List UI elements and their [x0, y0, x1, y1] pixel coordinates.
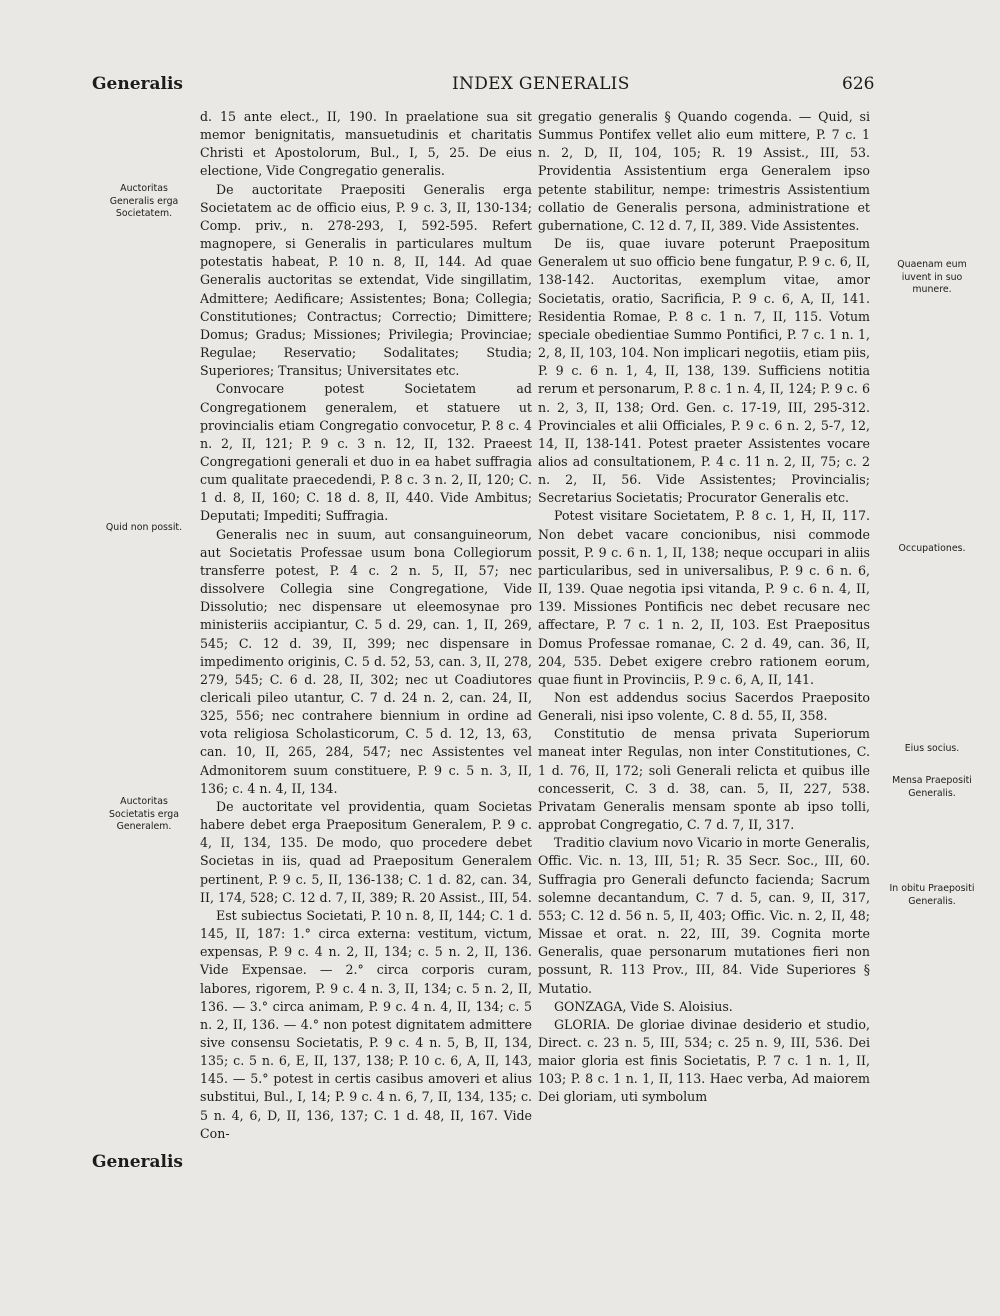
index-paragraph: Potest visitare Societatem, P. 8 c. 1, H, II, 117. Non debet vacare concionibus, nisi commode possit, P. 9 c. 6 n. 1, II, 138; neque occupari in aliis particularibus, sed in universalibus, P. 9 c. 6 n. 6, II, 139. Quae negotia ipsi vitanda, P. 9 c. 6 n. 4, II, 139. Missiones Pontificis nec debet recusare nec affectare, P. 7 c. 1 n. 2, II, 103. Est Praepositus Domus Professae romanae, C. 2 d. 49, can. 36, II, 204, 535. Debet exigere crebro rationem eorum, quae fiunt in Provinciis, P. 9 c. 6, A, II, 141. [538, 508, 870, 687]
margin-note-right: Eius socius. [904, 743, 960, 754]
margin-note-left: Quid non possit. [105, 522, 183, 533]
index-paragraph: Traditio clavium novo Vicario in morte Generalis, Offic. Vic. n. 13, III, 51; R. 35 Secr. Soc., III, 60. Suffragia pro Generali defuncto facienda; Sacrum solemne decantandum, C. 7 d. 5, can. 9, II, 317, 553; C. 12 d. 56 n. 5, II, 403; Offic. Vic. n. 2, II, 48; Missae et orat. n. 22, III, 39. Cognita morte Generalis, quae personarum mutationes fieri non possunt, R. 113 Prov., III, 84. Vide Superiores § Mutatio. [538, 835, 870, 996]
left-text-column [200, 108, 532, 1143]
margin-note-right: Quaenam eum iuvent in suo munere. [897, 259, 967, 295]
index-paragraph: Non est addendus socius Sacerdos Praeposito Generali, nisi ipso volente, C. 8 d. 55, II, 358. [538, 690, 870, 724]
margin-note-left: Auctoritas Societatis erga Generalem. [109, 796, 179, 832]
catchword: Generalis [92, 1152, 183, 1172]
margin-note-right: In obitu Praepositi Generalis. [889, 883, 975, 907]
margin-note-left: Auctoritas Generalis erga Societatem. [109, 183, 179, 219]
index-paragraph: De auctoritate vel providentia, quam Societas habere debet erga Praepositum Generalem, P. 9 c. 4, II, 134, 135. De modo, quo procedere debet Societas in iis, quad ad Praepositum Generalem pertinent, P. 9 c. 5, II, 136-138; C. 1 d. 82, can. 34, II, 174, 528; C. 12 d. 7, II, 389; R. 20 Assist., III, 54. [200, 798, 532, 905]
right-text-column [538, 108, 870, 1107]
index-paragraph: De auctoritate Praepositi Generalis erga Societatem ac de officio eius, P. 9 c. 3, II, 130-134; Comp. priv., n. 278-293, I, 592-595. Refert magnopere, si Generalis in particulares multum potestatis habeat, P. 10 n. 8, II, 144. Ad quae Generalis auctoritas se extendat, Vide singillatim, Admittere; Aedificare; Assistentes; Bona; Collegia; Constitutiones; Contractus; Correctio; Dimittere; Domus; Gradus; Missiones; Privilegia; Provinciae; Regulae; Reservatio; Sodalitates; Studia; Superiores; Transitus; Universitates etc. [200, 181, 532, 379]
page-number: 626 [842, 74, 875, 94]
header-left-keyword: Generalis [92, 74, 183, 94]
index-paragraph: d. 15 ante elect., II, 190. In praelatione sua sit memor benignitatis, mansuetudinis et charitatis Christi et Apostolorum, Bul., I, 5, 25. De eius electione, Vide Congregatio generalis. [200, 109, 532, 179]
index-paragraph: gregatio generalis § Quando cogenda. — Quid, si Summus Pontifex vellet alio eum mittere, P. 7 c. 1 n. 2, D, II, 104, 105; R. 19 Assist., III, 53. Providentia Assistentium erga Generalem ipso petente stabilitur, nempe: trimestris Assistentium collatio de Generalis persona, administratione et gubernatione, C. 12 d. 7, II, 389. Vide Assistentes. [538, 109, 870, 233]
index-paragraph: Convocare potest Societatem ad Congregationem generalem, et statuere ut provincialis etiam Congregatio convocetur, P. 8 c. 4 n. 2, II, 121; P. 9 c. 3 n. 12, II, 132. Praeest Congregationi generali et duo in ea habet suffragia cum qualitate praecedendi, P. 8 c. 3 n. 2, II, 120; C. 1 d. 8, II, 160; C. 18 d. 8, II, 440. Vide Ambitus; Deputati; Impediti; Suffragia. [200, 381, 532, 524]
index-entry-gloria: GLORIA. De gloriae divinae desiderio et studio, Direct. c. 23 n. 5, III, 534; c. 25 n. 9, III, 536. Dei maior gloria est finis Societatis, P. 7 c. 1 n. 1, II, 103; P. 8 c. 1 n. 1, II, 113. Haec verba, Ad maiorem Dei gloriam, uti symbolum [538, 1016, 870, 1105]
index-paragraph: De iis, quae iuvare poterunt Praepositum Generalem ut suo officio bene fungatur, P. 9 c. 6, II, 138-142. Auctoritas, exemplum vitae, amor Societatis, oratio, Sacrificia, P. 9 c. 6, A, II, 141. Residentia Romae, P. 8 c. 1 n. 7, II, 115. Votum speciale obedientiae Summo Pontifici, P. 7 c. 1 n. 1, 2, 8, II, 103, 104. Non implicari negotiis, etiam piis, P. 9 c. 6 n. 1, 4, II, 138, 139. Sufficiens notitia rerum et personarum, P. 8 c. 1 n. 4, II, 124; P. 9 c. 6 n. 2, 3, II, 138; Ord. Gen. c. 17-19, III, 295-312. Provinciales et alii Officiales, P. 9 c. 6 n. 2, 5-7, 12, 14, II, 138-141. Potest praeter Assistentes vocare alios ad consultationem, P. 4 c. 11 n. 2, II, 75; c. 2 n. 2, II, 56. Vide Assistentes; Provincialis; Secretarius Societatis; Procurator Generalis etc. [538, 236, 870, 506]
index-paragraph: Est subiectus Societati, P. 10 n. 8, II, 144; C. 1 d. 145, II, 187: 1.° circa externa: vestitum, victum, expensas, P. 9 c. 4 n. 2, II, 134; c. 5 n. 2, II, 136. Vide Expensae. — 2.° circa corporis curam, labores, rigorem, P. 9 c. 4 n. 3, II, 134; c. 5 n. 2, II, 136. — 3.° circa animam, P. 9 c. 4 n. 4, II, 134; c. 5 n. 2, II, 136. — 4.° non potest dignitatem admittere sive consensu Societatis, P. 9 c. 4 n. 5, B, II, 134, 135; c. 5 n. 6, E, II, 137, 138; P. 10 c. 6, A, II, 143, 145. — 5.° potest in certis casibus amoveri et alius substitui, Bul., I, 14; P. 9 c. 4 n. 6, 7, II, 134, 135; c. 5 n. 4, 6, D, II, 136, 137; C. 1 d. 48, II, 167. Vide Con- [200, 907, 532, 1141]
index-paragraph: Constitutio de mensa privata Superiorum maneat inter Regulas, non inter Constitutiones, C. 1 d. 76, II, 172; soli Generali relicta et quibus ille concesserit, C. 3 d. 38, can. 5, II, 227, 538. Privatam Generalis mensam sponte ab ipso tolli, approbat Congregatio, C. 7 d. 7, II, 317. [538, 726, 870, 833]
index-entry-gonzaga: GONZAGA, Vide S. Aloisius. [554, 998, 733, 1014]
header-title: INDEX GENERALIS [452, 74, 630, 94]
index-paragraph: Generalis nec in suum, aut consanguineorum, aut Societatis Professae usum bona Collegiorum transferre potest, P. 4 c. 2 n. 5, II, 57; nec dissolvere Collegia sine Congregatione, Vide Dissolutio; nec dispensare ut eleemosynae pro ministeriis accipiantur, C. 5 d. 29, can. 1, II, 269, 545; C. 12 d. 39, II, 399; nec dispensare in impedimento originis, C. 5 d. 52, 53, can. 3, II, 278, 279, 545; C. 6 d. 28, II, 302; nec ut Coadiutores clericali pileo utantur, C. 7 d. 24 n. 2, can. 24, II, 325, 556; nec contrahere biennium in ordine ad vota religiosa Scholasticorum, C. 5 d. 12, 13, 63, can. 10, II, 265, 284, 547; nec Assistentes vel Admonitorem suum constituere, P. 9 c. 5 n. 3, II, 136; c. 4 n. 4, II, 134. [200, 526, 532, 796]
margin-note-right: Occupationes. [898, 543, 966, 554]
margin-note-right: Mensa Praepositi Generalis. [892, 775, 972, 799]
